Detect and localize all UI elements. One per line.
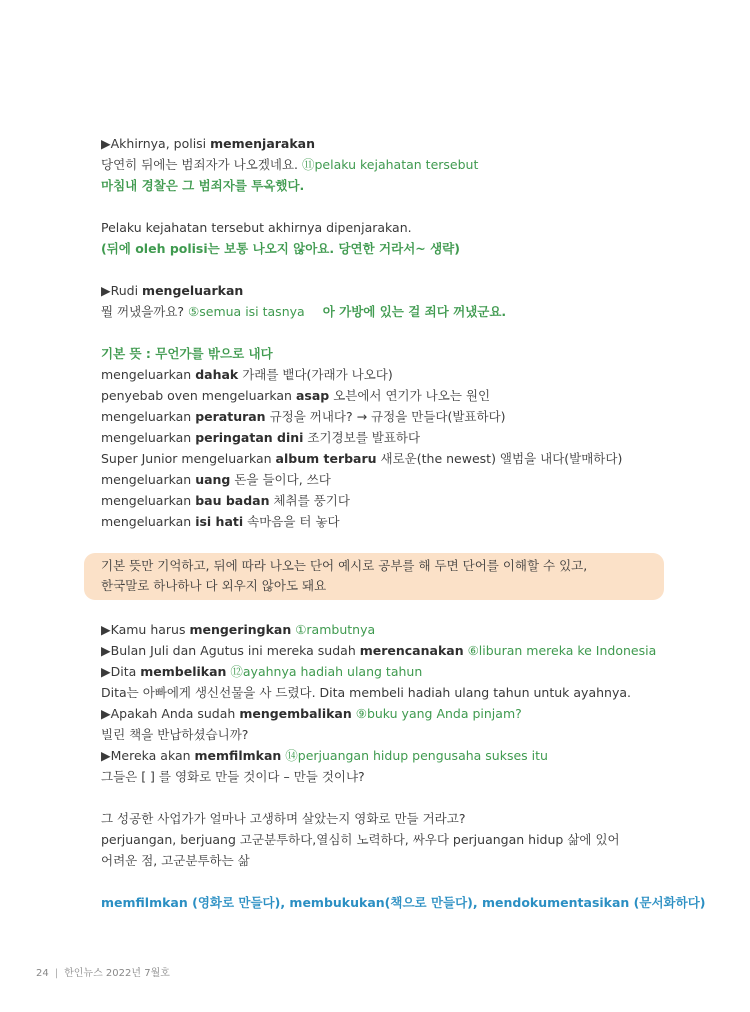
usage-item	[101, 427, 671, 448]
example-sentence: ▶Dita membelikan ⑫ayahnya hadiah ulang tahun	[101, 664, 423, 679]
keyword: peraturan	[195, 409, 266, 424]
keyword: merencanakan	[359, 643, 464, 658]
tip-box	[84, 553, 664, 600]
explanation: 뭘 꺼냈을까요? ⑤semua isi tasnya 아 가방에 있는 걸 죄다 꺼냈군요.	[101, 304, 507, 319]
page-number: 24	[36, 968, 49, 979]
usage-item	[101, 385, 671, 406]
related-words: memfilmkan (영화로 만들다), membukukan(책으로 만들다), mendokumentasikan (문서화하다)	[101, 895, 706, 910]
keyword: mengeluarkan	[142, 283, 244, 298]
page-footer	[36, 964, 170, 979]
keyword: uang	[195, 472, 231, 487]
answer: ⑫ayahnya hadiah ulang tahun	[226, 664, 423, 679]
keyword: memfilmkan	[194, 748, 282, 763]
usage-item	[101, 406, 671, 427]
example-sentence: ▶Rudi mengeluarkan	[101, 283, 244, 298]
usage-prefix: mengeluarkan	[101, 430, 196, 445]
example-sentence: ▶Bulan Juli dan Agutus ini mereka sudah merencanakan ⑥liburan mereka ke Indonesia	[101, 643, 657, 658]
usage-prefix: mengeluarkan	[101, 514, 196, 529]
example-sentence: ▶Akhirnya, polisi memenjarakan	[101, 136, 316, 151]
keyword: isi hati	[195, 514, 244, 529]
usage-prefix: mengeluarkan	[101, 472, 196, 487]
explanation: 그 성공한 사업가가 얼마나 고생하며 살았는지 영화로 만들 거라고?	[101, 811, 466, 826]
answer: ⑪pelaku kejahatan tersebut	[302, 157, 479, 172]
usage-meaning: 돈을 들이다, 쓰다	[230, 472, 331, 487]
keyword: mengeringkan	[189, 622, 292, 637]
example-sentence: ▶Apakah Anda sudah mengembalikan ⑨buku yang Anda pinjam?	[101, 706, 522, 721]
translation: 빌린 책을 반납하셨습니까?	[101, 727, 249, 742]
usage-item	[101, 364, 671, 385]
keyword: bau badan	[195, 493, 270, 508]
keyword: peringatan dini	[195, 430, 304, 445]
passive-sentence: Pelaku kejahatan tersebut akhirnya dipenjarakan.	[101, 220, 412, 235]
article-body-2	[101, 619, 706, 913]
usage-prefix: penyebab oven mengeluarkan	[101, 388, 296, 403]
usage-prefix: mengeluarkan	[101, 493, 196, 508]
usage-meaning: 속마음을 터 놓다	[243, 514, 340, 529]
publication-name: 한인뉴스 2022년 7월호	[64, 968, 170, 979]
keyword: membelikan	[140, 664, 227, 679]
example-sentence: ▶Mereka akan memfilmkan ⑭perjuangan hidup pengusaha sukses itu	[101, 748, 548, 763]
usage-meaning: 체취를 풍기다	[269, 493, 350, 508]
usage-prefix: Super Junior mengeluarkan	[101, 451, 276, 466]
article-body	[101, 133, 671, 532]
keyword: mengembalikan	[239, 706, 352, 721]
usage-meaning: 오븐에서 연기가 나오는 원인	[329, 388, 491, 403]
usage-item	[101, 469, 671, 490]
keyword: asap	[295, 388, 330, 403]
usage-meaning: 새로운(the newest) 앨범을 내다(발매하다)	[376, 451, 623, 466]
translation: 마침내 경찰은 그 범죄자를 투옥했다.	[101, 178, 305, 193]
usage-prefix: mengeluarkan	[101, 409, 196, 424]
section-heading: 기본 뜻 : 무언가를 밖으로 내다	[101, 346, 273, 361]
translation: 아 가방에 있는 걸 죄다 꺼냈군요.	[322, 304, 507, 319]
usage-prefix: mengeluarkan	[101, 367, 196, 382]
footer-separator: |	[54, 968, 59, 979]
usage-meaning: 가래를 뱉다(가래가 나오다)	[238, 367, 393, 382]
usage-meaning: 규정을 꺼내다? → 규정을 만들다(발표하다)	[265, 409, 506, 424]
usage-list	[101, 364, 671, 532]
answer: ⑥liburan mereka ke Indonesia	[463, 643, 657, 658]
explanation: 당연히 뒤에는 범죄자가 나오겠네요. ⑪pelaku kejahatan tersebut	[101, 157, 479, 172]
usage-meaning: 조기경보를 발표하다	[303, 430, 421, 445]
answer: ⑤semua isi tasnya	[188, 304, 305, 319]
answer: ⑨buku yang Anda pinjam?	[351, 706, 522, 721]
answer: ①rambutnya	[291, 622, 376, 637]
keyword: dahak	[195, 367, 239, 382]
note-line: (뒤에 oleh polisi는 보통 나오지 않아요. 당연한 거라서~ 생략)	[101, 241, 460, 256]
usage-item	[101, 511, 671, 532]
tip-line: 기본 뜻만 기억하고, 뒤에 따라 나오는 단어 예시로 공부를 해 두면 단어를 이해할 수 있고,	[101, 558, 588, 573]
keyword: album terbaru	[275, 451, 377, 466]
translation: 그들은 [ ] 를 영화로 만들 것이다 – 만들 것이냐?	[101, 769, 365, 784]
usage-item	[101, 490, 671, 511]
translation: Dita는 아빠에게 생신선물을 사 드렸다. Dita membeli hadiah ulang tahun untuk ayahnya.	[101, 685, 631, 700]
tip-line: 한국말로 하나하나 다 외우지 않아도 돼요	[101, 578, 327, 593]
vocab-note: 어려운 점, 고군분투하는 삶	[101, 853, 250, 868]
keyword: memenjarakan	[210, 136, 316, 151]
answer: ⑭perjuangan hidup pengusaha sukses itu	[281, 748, 548, 763]
vocab-note: perjuangan, berjuang 고군분투하다,열심히 노력하다, 싸우다 perjuangan hidup 삶에 있어	[101, 832, 620, 847]
usage-item	[101, 448, 671, 469]
example-sentence: ▶Kamu harus mengeringkan ①rambutnya	[101, 622, 376, 637]
